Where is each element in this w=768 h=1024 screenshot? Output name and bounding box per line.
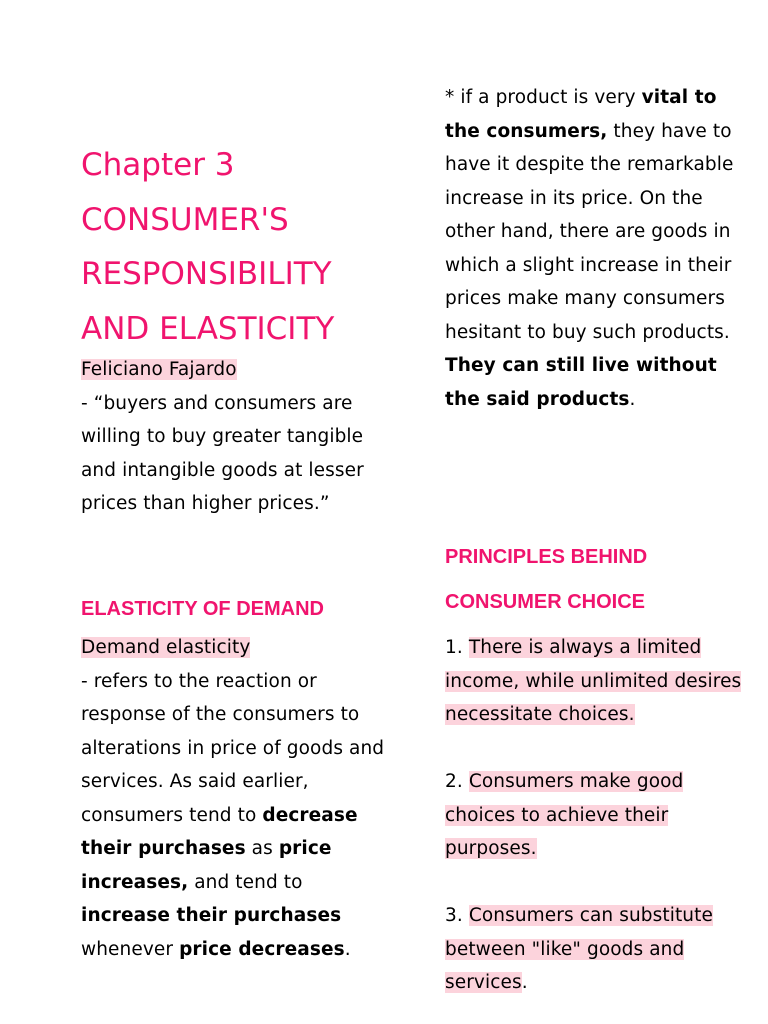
vital-text: * if a product is very — [445, 87, 642, 108]
definition-text: . — [344, 938, 351, 960]
author-section — [81, 353, 391, 521]
author-name: Feliciano Fajardo — [81, 359, 237, 380]
vital-bold: They can still live without the said products — [445, 355, 717, 410]
definition-text: - refers to the reaction or response of the consumers to alterations in price of goods and services. As said earlier, consumers tend to — [81, 670, 385, 826]
chapter-title-line: RESPONSIBILITY — [81, 256, 332, 292]
definition-bold: price increases, — [81, 838, 332, 893]
definition-text: and tend to — [188, 871, 303, 893]
definition-bold: increase their purchases — [81, 905, 342, 926]
principles-heading — [445, 535, 745, 625]
definition-text: whenever — [81, 938, 180, 960]
principles-heading-line: CONSUMER CHOICE — [445, 591, 646, 613]
definition-bold: price decreases — [179, 938, 345, 960]
term-line — [81, 631, 391, 665]
vital-text: they have to have it despite the remarkable increase in its price. On the other hand, there are goods in which a slight increase in their prices make many consumers hesitant to buy such products. — [445, 120, 734, 343]
definition-bold: decrease their purchases — [81, 804, 358, 859]
principle-number: 1. — [445, 637, 469, 658]
definition-text: as — [245, 838, 279, 859]
chapter-title-line: AND ELASTICITY — [81, 310, 335, 347]
vital-section — [445, 81, 745, 416]
principle-number: 3. — [445, 905, 469, 926]
vital-text: . — [629, 388, 636, 410]
chapter-title — [81, 138, 401, 356]
principle-tail: . — [521, 972, 528, 993]
elasticity-heading: ELASTICITY OF DEMAND — [81, 598, 324, 620]
definition-paragraph — [81, 665, 391, 967]
principle-item — [445, 631, 745, 732]
principle-text: Consumers make good choices to achieve their purposes. — [445, 771, 684, 859]
principle-item — [445, 899, 745, 1000]
vital-bold: vital to the consumers, — [445, 87, 717, 142]
principle-number: 2. — [445, 771, 469, 792]
elasticity-section — [81, 631, 391, 966]
principles-list — [445, 631, 745, 1000]
author-line — [81, 353, 391, 387]
demand-elasticity-term: Demand elasticity — [81, 637, 251, 658]
chapter-title-line: Chapter 3 — [81, 147, 235, 183]
principle-text: Consumers can substitute between "like" goods and services — [445, 905, 713, 993]
vital-paragraph — [445, 81, 745, 416]
principles-heading-line: PRINCIPLES BEHIND — [445, 546, 648, 568]
chapter-title-line: CONSUMER'S — [81, 201, 289, 238]
quote-text: - “buyers and consumers are willing to buy greater tangible and intangible goods at lesser prices than higher prices.” — [81, 392, 364, 514]
principle-text: There is always a limited income, while unlimited desires necessitate choices. — [445, 637, 742, 725]
principle-item — [445, 765, 745, 866]
